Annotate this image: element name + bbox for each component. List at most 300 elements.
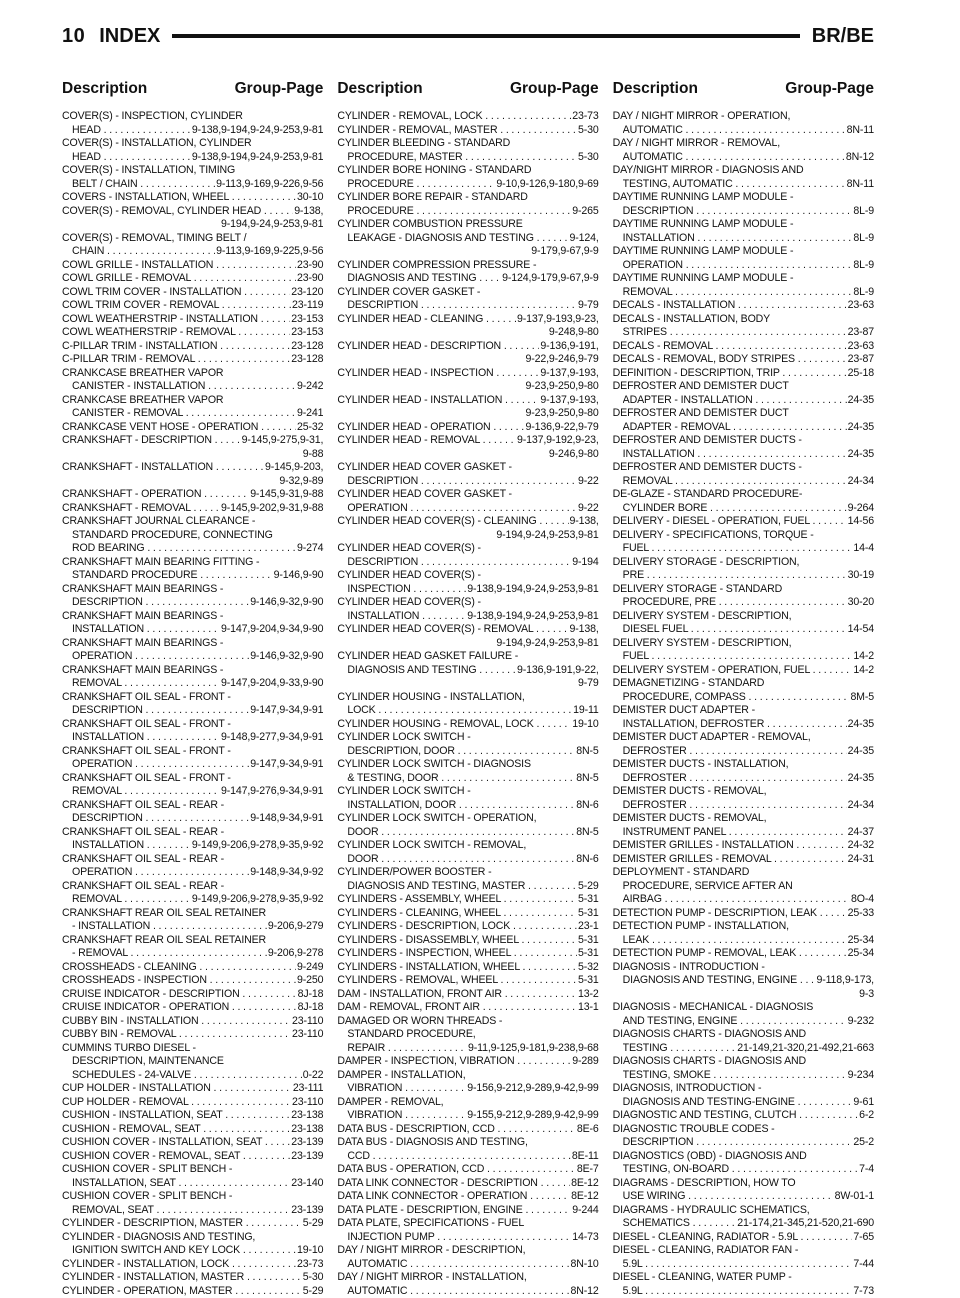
entry-text: COWL GRILLE - INSTALLATION . . . bbox=[62, 259, 296, 273]
entry-text: CYLINDER HEAD - CLEANING . . . bbox=[337, 313, 516, 327]
index-entry bbox=[62, 718, 323, 745]
entry-text: CYLINDER - REMOVAL, MASTER . . . bbox=[337, 124, 577, 138]
entry-text: INSTALLATION . . . bbox=[72, 623, 220, 637]
index-entry bbox=[337, 421, 598, 435]
entry-line: DELIVERY STORAGE - STANDARD bbox=[613, 583, 874, 597]
entry-page-ref: 9-241 bbox=[296, 407, 323, 421]
index-entry bbox=[62, 259, 323, 273]
entry-line: STANDARD PROCEDURE, CONNECTING bbox=[62, 529, 323, 543]
entry-line: CYLINDER COVER GASKET - bbox=[337, 286, 598, 300]
index-entry bbox=[62, 1123, 323, 1137]
entry-line: DEMISTER DUCTS - REMOVAL, bbox=[613, 785, 874, 799]
entry-text: DEFROSTER . . . bbox=[623, 745, 847, 759]
entry-main-line bbox=[613, 772, 874, 786]
entry-text: 5.9L . . . bbox=[623, 1258, 853, 1272]
entry-line: DEFROSTER AND DEMISTER DUCTS - bbox=[613, 434, 874, 448]
entry-line: CYLINDER BLEEDING - STANDARD bbox=[337, 137, 598, 151]
index-entry bbox=[337, 1123, 598, 1137]
entry-page-ref: 9-138,9-194,9-24,9-253,9-81 bbox=[466, 610, 598, 624]
entry-page-ref: 9-265 bbox=[571, 205, 598, 219]
entry-main-line bbox=[337, 893, 598, 907]
entry-text: FUEL . . . bbox=[623, 542, 853, 556]
entry-page-ref: 9-234 bbox=[847, 1069, 874, 1083]
entry-page-ref: 5-32 bbox=[577, 961, 599, 975]
index-entry bbox=[62, 880, 323, 907]
entry-page-ref: 25-2 bbox=[852, 1136, 874, 1150]
entry-page-ref: 23-73 bbox=[571, 110, 598, 124]
entry-line: CYLINDER LOCK SWITCH - bbox=[337, 731, 598, 745]
entry-text: AUTOMATIC . . . bbox=[623, 124, 846, 138]
entry-text: C-PILLAR TRIM - INSTALLATION . . . bbox=[62, 340, 290, 354]
entry-text: REMOVAL . . . bbox=[623, 475, 847, 489]
entry-text: INSTALLATION . . . bbox=[347, 610, 466, 624]
index-entry bbox=[62, 367, 323, 394]
entry-page-ref: 9-138,9-194,9-24,9-253,9-81 bbox=[466, 583, 598, 597]
entry-main-line bbox=[62, 488, 323, 502]
entry-page-ref: 24-35 bbox=[847, 448, 874, 462]
entry-line: DEFROSTER AND DEMISTER DUCT bbox=[613, 380, 874, 394]
entry-page-ref: 9-147,9-204,9-33,9-90 bbox=[220, 677, 323, 691]
entry-page-ref: 8N-5 bbox=[575, 745, 598, 759]
entry-page-ref: 5-29 bbox=[302, 1285, 324, 1298]
entry-text: CUSHION COVER - REMOVAL, SEAT . . . bbox=[62, 1150, 290, 1164]
entry-text: CYLINDER - INSTALLATION, LOCK . . . bbox=[62, 1258, 296, 1272]
entry-main-line bbox=[613, 1136, 874, 1150]
entry-page-ref: 25-34 bbox=[847, 934, 874, 948]
entry-line: CYLINDER LOCK SWITCH - OPERATION, bbox=[337, 812, 598, 826]
index-entry bbox=[337, 758, 598, 785]
entry-main-line bbox=[613, 623, 874, 637]
entry-page-ref: 24-37 bbox=[847, 826, 874, 840]
entry-page-ref-continued: 9-194,9-24,9-253,9-81 bbox=[62, 218, 323, 232]
index-entry bbox=[613, 515, 874, 529]
entry-page-ref: 8N-5 bbox=[575, 826, 598, 840]
index-entry bbox=[613, 1271, 874, 1298]
column-headers bbox=[62, 80, 874, 98]
entry-main-line bbox=[62, 1109, 323, 1123]
entry-text: DESCRIPTION . . . bbox=[623, 1136, 853, 1150]
entry-page-ref: 23-128 bbox=[290, 340, 323, 354]
entry-text: COVERS - INSTALLATION, WHEEL . . . bbox=[62, 191, 296, 205]
entry-text: CRANKSHAFT - DESCRIPTION . . . bbox=[62, 434, 241, 448]
index-entry bbox=[337, 650, 598, 691]
entry-main-line bbox=[62, 1028, 323, 1042]
entry-page-ref: 8L-9 bbox=[852, 259, 874, 273]
entry-text: CYLINDERS - CLEANING, WHEEL . . . bbox=[337, 907, 577, 921]
entry-line: DAYTIME RUNNING LAMP MODULE - bbox=[613, 245, 874, 259]
entry-page-ref: 24-34 bbox=[847, 475, 874, 489]
entry-line: DAY / NIGHT MIRROR - DESCRIPTION, bbox=[337, 1244, 598, 1258]
entry-page-ref: 24-32 bbox=[847, 839, 874, 853]
entry-line: CYLINDER - DIAGNOSIS AND TESTING, bbox=[62, 1231, 323, 1245]
entry-text: CRANKCASE VENT HOSE - OPERATION . . . bbox=[62, 421, 296, 435]
entry-page-ref: 9-137,9-193,9-23, bbox=[516, 313, 599, 327]
index-entry bbox=[337, 988, 598, 1002]
index-entry bbox=[613, 907, 874, 921]
entry-text: PROCEDURE, COMPASS . . . bbox=[623, 691, 850, 705]
index-entry bbox=[62, 772, 323, 799]
entry-page-ref: 25-18 bbox=[847, 367, 874, 381]
entry-page-ref: 5-31 bbox=[577, 934, 599, 948]
entry-page-ref: 8O-4 bbox=[850, 893, 874, 907]
entry-text: LOCK . . . bbox=[347, 704, 572, 718]
index-entry bbox=[62, 272, 323, 286]
entry-main-line bbox=[62, 1285, 323, 1298]
description-header: Description bbox=[62, 80, 147, 98]
entry-text: DOOR . . . bbox=[347, 826, 575, 840]
entry-page-ref: 5-30 bbox=[577, 124, 599, 138]
entry-page-ref: 9-244 bbox=[571, 1204, 598, 1218]
entry-main-line bbox=[62, 785, 323, 799]
index-entry bbox=[62, 502, 323, 516]
section-code: BR/BE bbox=[812, 25, 874, 48]
entry-line: CYLINDER HOUSING - INSTALLATION, bbox=[337, 691, 598, 705]
entry-line: DEMISTER DUCTS - REMOVAL, bbox=[613, 812, 874, 826]
index-entry bbox=[337, 1136, 598, 1163]
entry-line: CYLINDER COMPRESSION PRESSURE - bbox=[337, 259, 598, 273]
entry-text: CYLINDERS - DESCRIPTION, LOCK . . . bbox=[337, 920, 577, 934]
entry-page-ref: 5-29 bbox=[302, 1217, 324, 1231]
index-entry bbox=[337, 1069, 598, 1096]
entry-text: TESTING . . . bbox=[623, 1042, 737, 1056]
entry-main-line bbox=[62, 272, 323, 286]
entry-page-ref-continued: 9-194,9-24,9-253,9-81 bbox=[337, 529, 598, 543]
entry-page-ref: 8E-7 bbox=[576, 1163, 599, 1177]
entry-page-ref: 5-30 bbox=[577, 151, 599, 165]
entry-line: STANDARD PROCEDURE, bbox=[337, 1028, 598, 1042]
entry-text: AUTOMATIC . . . bbox=[623, 151, 845, 165]
entry-page-ref: 9-249 bbox=[296, 961, 323, 975]
index-entry bbox=[337, 785, 598, 812]
entry-main-line bbox=[337, 583, 598, 597]
entry-text: DIAGNOSIS AND TESTING . . . bbox=[347, 272, 501, 286]
entry-text: CRUISE INDICATOR - OPERATION . . . bbox=[62, 1001, 297, 1015]
index-entry bbox=[613, 839, 874, 853]
entry-text: INSTALLATION . . . bbox=[623, 232, 853, 246]
entry-line: DIAGNOSTIC TROUBLE CODES - bbox=[613, 1123, 874, 1137]
entry-text: DESCRIPTION . . . bbox=[72, 704, 249, 718]
entry-page-ref: 9-136,9-191, bbox=[539, 340, 598, 354]
entry-page-ref: 9-145,9-31,9-88 bbox=[249, 488, 323, 502]
entry-line: CRANKSHAFT OIL SEAL - REAR - bbox=[62, 799, 323, 813]
entry-page-ref: 9-149,9-206,9-278,9-35,9-92 bbox=[191, 893, 323, 907]
entry-page-ref-continued: 9-23,9-250,9-80 bbox=[337, 380, 598, 394]
entry-line: CRANKSHAFT REAR OIL SEAL RETAINER bbox=[62, 907, 323, 921]
index-entry bbox=[62, 610, 323, 637]
entry-main-line bbox=[62, 421, 323, 435]
entry-page-ref: 23-90 bbox=[296, 272, 323, 286]
index-entry bbox=[613, 731, 874, 758]
entry-main-line bbox=[613, 286, 874, 300]
entry-text: DEFINITION - DESCRIPTION, TRIP . . . bbox=[613, 367, 847, 381]
entry-line: DEFROSTER AND DEMISTER DUCT bbox=[613, 407, 874, 421]
entry-page-ref: 8E-6 bbox=[576, 1123, 599, 1137]
entry-page-ref: 8M-5 bbox=[849, 691, 874, 705]
entry-page-ref: 19-11 bbox=[572, 704, 599, 718]
index-entry bbox=[613, 556, 874, 583]
index-entry bbox=[337, 191, 598, 218]
entry-main-line bbox=[62, 326, 323, 340]
entry-page-ref: 9-146,9-32,9-90 bbox=[249, 596, 323, 610]
entry-page-ref: 9-136,9-191,9-22, bbox=[516, 664, 599, 678]
index-entry bbox=[62, 515, 323, 556]
entry-page-ref-continued: 9-88 bbox=[62, 448, 323, 462]
index-entry bbox=[62, 1150, 323, 1164]
index-entry bbox=[62, 907, 323, 934]
index-entry bbox=[613, 637, 874, 664]
index-entry bbox=[337, 974, 598, 988]
entry-text: 5.9L . . . bbox=[623, 1285, 853, 1298]
entry-line: CYLINDER HEAD COVER(S) - bbox=[337, 569, 598, 583]
entry-page-ref-continued: 9-179,9-67,9-9 bbox=[337, 245, 598, 259]
index-entry bbox=[337, 934, 598, 948]
entry-page-ref: 24-35 bbox=[847, 745, 874, 759]
entry-main-line bbox=[62, 974, 323, 988]
index-entry bbox=[337, 1204, 598, 1218]
entry-line: CYLINDER/POWER BOOSTER - bbox=[337, 866, 598, 880]
entry-page-ref: 9-145,9-203, bbox=[264, 461, 323, 475]
entry-main-line bbox=[337, 920, 598, 934]
index-entry bbox=[613, 704, 874, 731]
entry-page-ref: 8N-11 bbox=[846, 124, 874, 138]
entry-page-ref: 9-138, bbox=[569, 515, 599, 529]
index-title: INDEX bbox=[99, 25, 160, 48]
entry-text: DETECTION PUMP - DESCRIPTION, LEAK . . . bbox=[613, 907, 847, 921]
entry-text: REMOVAL, SEAT . . . bbox=[72, 1204, 290, 1218]
entry-page-ref: 7-44 bbox=[852, 1258, 874, 1272]
entry-text: DECALS - REMOVAL, BODY STRIPES . . . bbox=[613, 353, 847, 367]
index-entry bbox=[337, 542, 598, 569]
index-entry bbox=[62, 286, 323, 300]
index-entry bbox=[613, 1244, 874, 1271]
entry-text: INSTRUMENT PANEL . . . bbox=[623, 826, 847, 840]
entry-page-ref: 9-232 bbox=[847, 1015, 874, 1029]
entry-line: CRANKSHAFT OIL SEAL - FRONT - bbox=[62, 718, 323, 732]
index-entry bbox=[62, 1028, 323, 1042]
index-entry bbox=[337, 218, 598, 259]
entry-page-ref: 23-90 bbox=[296, 259, 323, 273]
entry-text: STANDARD PROCEDURE . . . bbox=[72, 569, 273, 583]
entry-main-line bbox=[62, 1217, 323, 1231]
entry-main-line bbox=[337, 623, 598, 637]
entry-page-ref: 8W-01-1 bbox=[834, 1190, 874, 1204]
entry-page-ref: 30-10 bbox=[296, 191, 323, 205]
entry-text: CYLINDERS - REMOVAL, WHEEL . . . bbox=[337, 974, 577, 988]
entry-main-line bbox=[62, 1069, 323, 1083]
entry-text: CUP HOLDER - REMOVAL . . . bbox=[62, 1096, 291, 1110]
entry-main-line bbox=[62, 1136, 323, 1150]
entry-main-line bbox=[613, 893, 874, 907]
index-entry bbox=[62, 394, 323, 421]
entry-main-line bbox=[337, 1150, 598, 1164]
entry-main-line bbox=[62, 380, 323, 394]
entry-line: CRANKSHAFT MAIN BEARING FITTING - bbox=[62, 556, 323, 570]
entry-page-ref: 7-65 bbox=[852, 1231, 874, 1245]
entry-text: STRIPES . . . bbox=[623, 326, 847, 340]
index-entry bbox=[337, 812, 598, 839]
entry-line: CYLINDER COMBUSTION PRESSURE bbox=[337, 218, 598, 232]
entry-line: CYLINDER HEAD GASKET FAILURE - bbox=[337, 650, 598, 664]
entry-line: CRANKSHAFT OIL SEAL - FRONT - bbox=[62, 691, 323, 705]
entry-text: AUTOMATIC . . . bbox=[347, 1285, 569, 1298]
entry-main-line bbox=[337, 313, 598, 327]
entry-line: COVER(S) - INSPECTION, CYLINDER bbox=[62, 110, 323, 124]
entry-page-ref: 9-145,9-275,9-31, bbox=[241, 434, 324, 448]
entry-text: PROCEDURE, PRE . . . bbox=[623, 596, 847, 610]
entry-main-line bbox=[613, 205, 874, 219]
index-entry bbox=[613, 218, 874, 245]
entry-page-ref: 30-20 bbox=[847, 596, 874, 610]
index-entry bbox=[62, 1258, 323, 1272]
entry-page-ref: 9-264 bbox=[847, 502, 874, 516]
index-entry bbox=[613, 961, 874, 1002]
entry-page-ref: 9-194 bbox=[571, 556, 598, 570]
entry-text: DELIVERY - DIESEL - OPERATION, FUEL . . . bbox=[613, 515, 847, 529]
entry-line: DE-GLAZE - STANDARD PROCEDURE- bbox=[613, 488, 874, 502]
entry-text: BELT / CHAIN . . . bbox=[72, 178, 215, 192]
index-entry bbox=[337, 461, 598, 488]
index-entry bbox=[613, 367, 874, 381]
entry-line: CYLINDER LOCK SWITCH - DIAGNOSIS bbox=[337, 758, 598, 772]
entry-text: CROSSHEADS - INSPECTION . . . bbox=[62, 974, 296, 988]
entry-page-ref: 9-22 bbox=[577, 475, 599, 489]
index-entry bbox=[62, 799, 323, 826]
entry-main-line bbox=[613, 353, 874, 367]
entry-page-ref: 21-174,21-345,21-520,21-690 bbox=[736, 1217, 874, 1231]
entry-page-ref: 25-34 bbox=[847, 947, 874, 961]
index-entry bbox=[62, 961, 323, 975]
entry-page-ref: 14-56 bbox=[847, 515, 874, 529]
entry-line: DEPLOYMENT - STANDARD bbox=[613, 866, 874, 880]
index-entry bbox=[337, 1217, 598, 1244]
index-entry bbox=[613, 758, 874, 785]
entry-text: CYLINDER HEAD COVER(S) - CLEANING . . . bbox=[337, 515, 568, 529]
index-entry bbox=[62, 205, 323, 232]
entry-main-line bbox=[613, 1015, 874, 1029]
entry-main-line bbox=[337, 124, 598, 138]
index-entry bbox=[613, 853, 874, 867]
entry-line: COVER(S) - REMOVAL, TIMING BELT / bbox=[62, 232, 323, 246]
description-header: Description bbox=[613, 80, 698, 98]
entry-text: OPERATION . . . bbox=[347, 502, 577, 516]
index-entry bbox=[62, 191, 323, 205]
index-entry bbox=[613, 1177, 874, 1204]
entry-page-ref: 8E-11 bbox=[571, 1150, 599, 1164]
index-entry bbox=[613, 583, 874, 610]
entry-line: CYLINDER HEAD COVER(S) - bbox=[337, 596, 598, 610]
entry-page-ref: 9-147,9-34,9-91 bbox=[249, 758, 323, 772]
entry-page-ref: 9-137,9-193, bbox=[539, 394, 598, 408]
entry-text: LEAKAGE - DIAGNOSIS AND TESTING . . . bbox=[347, 232, 568, 246]
entry-text: INSTALLATION, DEFROSTER . . . bbox=[623, 718, 847, 732]
entry-page-ref: 13-1 bbox=[577, 1001, 599, 1015]
entry-page-ref: 9-148,9-34,9-92 bbox=[249, 866, 323, 880]
entry-line: DAY / NIGHT MIRROR - INSTALLATION, bbox=[337, 1271, 598, 1285]
index-entry bbox=[337, 164, 598, 191]
index-entry bbox=[62, 934, 323, 961]
entry-main-line bbox=[62, 920, 323, 934]
entry-text: ADAPTER - INSTALLATION . . . bbox=[623, 394, 847, 408]
entry-main-line bbox=[62, 677, 323, 691]
entry-main-line bbox=[613, 974, 874, 988]
index-entry bbox=[337, 961, 598, 975]
entry-page-ref: 9-136,9-22,9-79 bbox=[525, 421, 599, 435]
entry-main-line bbox=[613, 826, 874, 840]
entry-main-line bbox=[62, 947, 323, 961]
entry-line: COVER(S) - INSTALLATION, TIMING bbox=[62, 164, 323, 178]
entry-line: CRANKSHAFT JOURNAL CLEARANCE - bbox=[62, 515, 323, 529]
entry-page-ref: 5-29 bbox=[577, 880, 599, 894]
entry-line: CRANKSHAFT OIL SEAL - FRONT - bbox=[62, 772, 323, 786]
entry-page-ref: 23-153 bbox=[290, 313, 323, 327]
entry-line: DAY / NIGHT MIRROR - REMOVAL, bbox=[613, 137, 874, 151]
entry-page-ref: 19-10 bbox=[571, 718, 598, 732]
entry-text: CUP HOLDER - INSTALLATION . . . bbox=[62, 1082, 292, 1096]
entry-text: HEAD . . . bbox=[72, 151, 191, 165]
index-entry bbox=[62, 421, 323, 435]
index-entry bbox=[337, 691, 598, 718]
entry-line: DEMISTER DUCT ADAPTER - REMOVAL, bbox=[613, 731, 874, 745]
entry-text: REMOVAL . . . bbox=[72, 785, 220, 799]
column-header-1 bbox=[62, 80, 323, 98]
entry-main-line bbox=[337, 1055, 598, 1069]
entry-main-line bbox=[62, 1258, 323, 1272]
index-entry bbox=[613, 1123, 874, 1150]
entry-page-ref: 9-147,9-276,9-34,9-91 bbox=[220, 785, 323, 799]
entry-main-line bbox=[62, 1150, 323, 1164]
index-entry bbox=[62, 556, 323, 583]
entry-page-ref: 23-138 bbox=[290, 1123, 323, 1137]
entry-page-ref: 9-149,9-206,9-278,9-35,9-92 bbox=[191, 839, 323, 853]
entry-text: COWL WEATHERSTRIP - INSTALLATION . . . bbox=[62, 313, 290, 327]
index-entry bbox=[62, 299, 323, 313]
entry-page-ref: 14-73 bbox=[571, 1231, 598, 1245]
entry-page-ref: 23-110 bbox=[291, 1015, 323, 1029]
entry-main-line bbox=[613, 1042, 874, 1056]
entry-main-line bbox=[337, 961, 598, 975]
entry-text: DEFROSTER . . . bbox=[623, 772, 847, 786]
index-entry bbox=[613, 1028, 874, 1055]
index-entry bbox=[613, 866, 874, 907]
entry-text: DESCRIPTION, DOOR . . . bbox=[347, 745, 575, 759]
entry-main-line bbox=[613, 934, 874, 948]
entry-main-line bbox=[337, 232, 598, 246]
entry-page-ref: 9-146,9-90 bbox=[273, 569, 324, 583]
entry-line: DATA BUS - DIAGNOSIS AND TESTING, bbox=[337, 1136, 598, 1150]
entry-text: CYLINDER HOUSING - REMOVAL, LOCK . . . bbox=[337, 718, 571, 732]
entry-main-line bbox=[337, 367, 598, 381]
index-entry bbox=[337, 907, 598, 921]
index-entry bbox=[337, 947, 598, 961]
entry-page-ref: 23-139 bbox=[290, 1150, 323, 1164]
index-entry bbox=[337, 515, 598, 542]
entry-line: DEFROSTER AND DEMISTER DUCTS - bbox=[613, 461, 874, 475]
entry-main-line bbox=[613, 907, 874, 921]
entry-line: CYLINDER LOCK SWITCH - bbox=[337, 785, 598, 799]
entry-main-line bbox=[337, 394, 598, 408]
entry-text: CYLINDER HEAD - REMOVAL . . . bbox=[337, 434, 516, 448]
entry-line: DECALS - INSTALLATION, BODY bbox=[613, 313, 874, 327]
index-entry bbox=[337, 1163, 598, 1177]
entry-line: CUSHION COVER - SPLIT BENCH - bbox=[62, 1190, 323, 1204]
index-entry bbox=[337, 1001, 598, 1015]
entry-main-line bbox=[337, 907, 598, 921]
index-entry bbox=[62, 232, 323, 259]
entry-text: INSTALLATION . . . bbox=[623, 448, 847, 462]
entry-main-line bbox=[62, 353, 323, 367]
entry-main-line bbox=[62, 623, 323, 637]
entry-page-ref: 9-113,9-169,9-225,9-56 bbox=[215, 245, 323, 259]
